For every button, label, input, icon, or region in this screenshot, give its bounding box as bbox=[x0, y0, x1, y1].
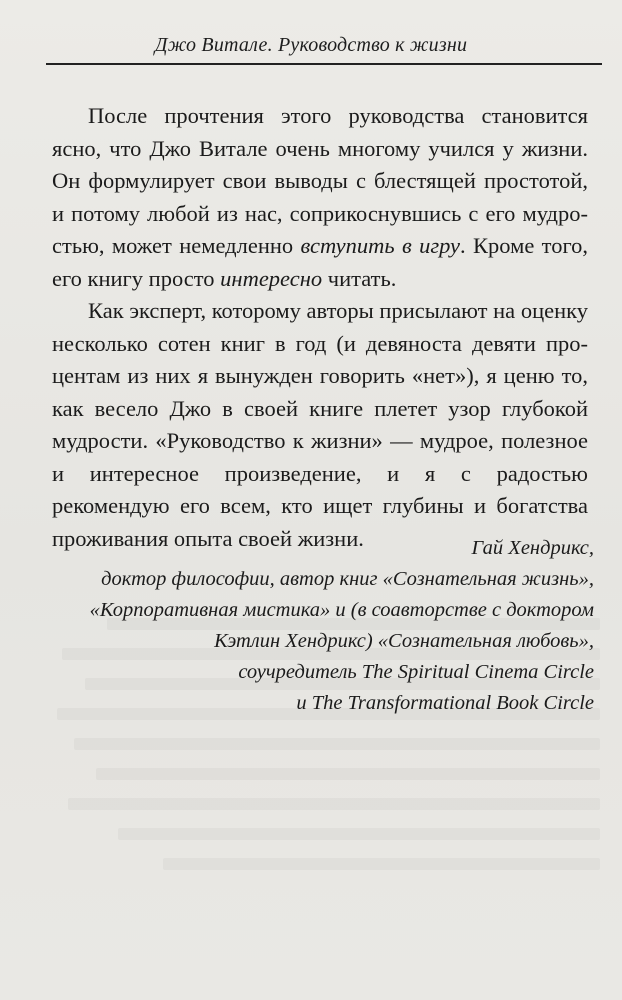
signature-block bbox=[34, 533, 594, 719]
signature-line: Кэтлин Хендрикс) «Сознательная любовь», bbox=[214, 630, 594, 652]
signature-line: Гай Хендрикс, bbox=[471, 537, 594, 559]
paragraph-1-part-2: . Кроме того, его книгу просто bbox=[52, 233, 588, 291]
paragraph-1-emphasis-2: интересно bbox=[220, 265, 323, 291]
header-rule bbox=[46, 63, 602, 65]
running-header: Джо Витале. Руководство к жизни bbox=[154, 34, 468, 56]
signature-line: и The Transformational Book Circle bbox=[296, 692, 594, 714]
signature-line: соучредитель The Spiritual Cinema Circle bbox=[238, 661, 594, 683]
signature-line: «Корпоративная мистика» и (в соавторстве с доктором bbox=[89, 599, 594, 621]
signature-line: доктор философии, автор книг «Сознательная жизнь», bbox=[101, 568, 594, 590]
paragraph-1-emphasis-1: вступить в игру bbox=[300, 233, 461, 258]
paragraph-1-part-3: читать. bbox=[322, 265, 397, 291]
paragraph-1-part-1: После прочтения этого руководства становится ясно, что Джо Витале очень многому учился у жизни. Он формулирует свои выводы с блестящей простотой, и потому любой из нас, соприкоснувшись с его мудростью, может немедленно bbox=[52, 103, 588, 258]
paragraph-1 bbox=[52, 100, 588, 295]
body-text bbox=[52, 100, 588, 555]
paragraph-2: Как эксперт, которому авторы присылают на оценку несколько сотен книг в год (и девяноста девяти процентам из них я вынужден говорить «нет»), я ценю то, как весело Джо в своей книге плетет узор глубокой мудрости. «Руководство к жизни» — мудрое, полезное и интересное произведение, и я с радостью рекомендую его всем, кто ищет глубины и богатства проживания опыта своей жизни. bbox=[52, 298, 588, 551]
